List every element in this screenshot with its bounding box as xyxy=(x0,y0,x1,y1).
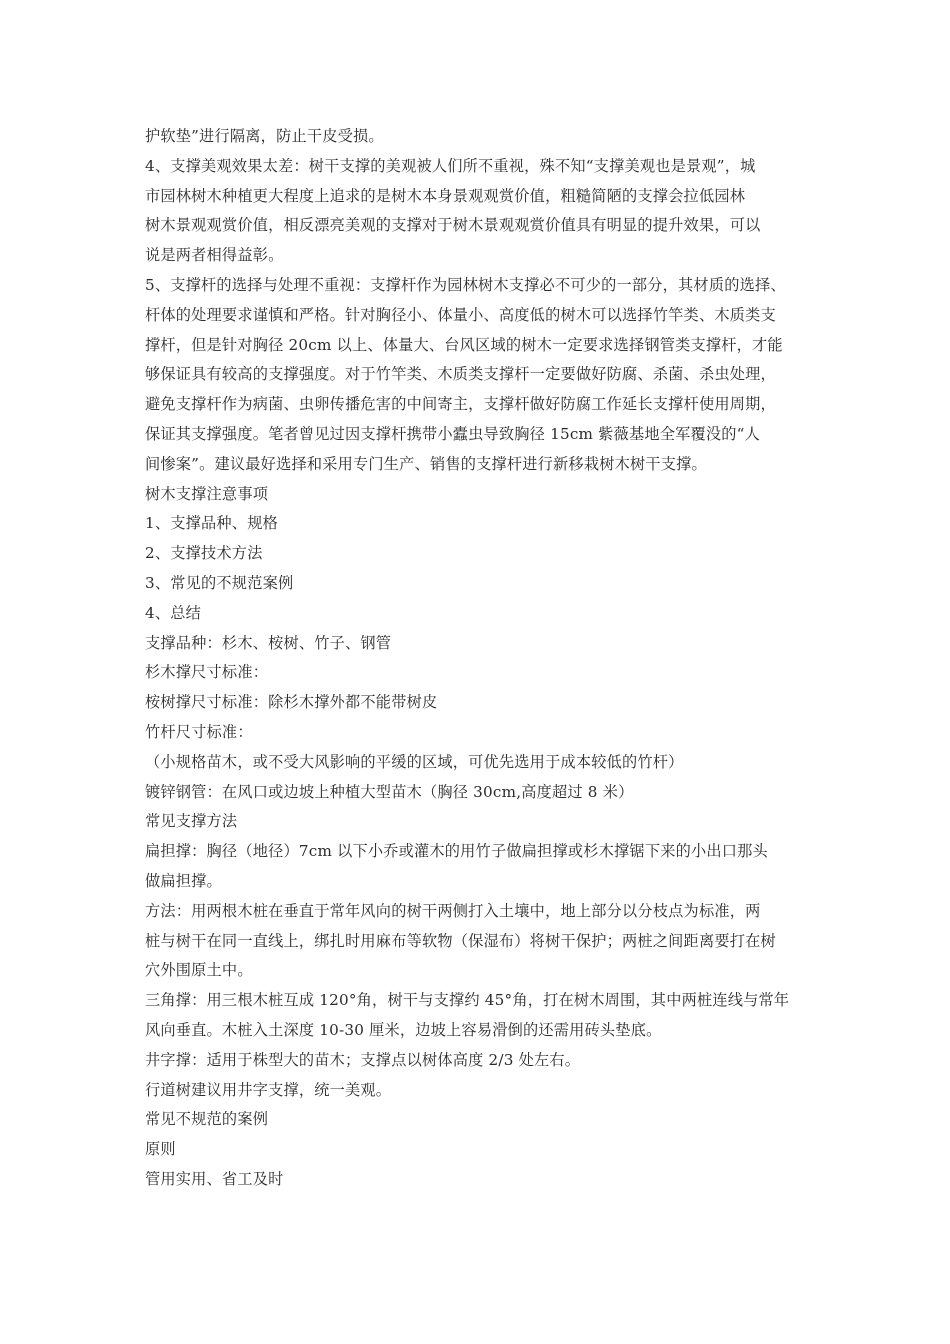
text-line: 三角撑：用三根木桩互成 120°角，树干与支撑约 45°角，打在树木周围，其中两桩连线与常年 xyxy=(145,991,790,1010)
text-line: （小规格苗木，或不受大风影响的平缓的区域，可优先选用于成本较低的竹杆） xyxy=(145,752,684,771)
text-line: 树木景观观赏价值，相反漂亮美观的支撑对于树木景观观赏价值具有明显的提升效果，可以 xyxy=(145,216,761,235)
text-line: 竹杆尺寸标准： xyxy=(145,722,253,741)
text-line: 桉树撑尺寸标准：除杉木撑外都不能带树皮 xyxy=(145,693,438,712)
text-line: 镀锌钢管：在风口或边坡上种植大型苗木（胸径 30cm,高度超过 8 米） xyxy=(145,782,634,801)
list-item: 2、支撑技术方法 xyxy=(145,544,263,563)
section-heading: 原则 xyxy=(145,1140,176,1159)
section-heading: 常见支撑方法 xyxy=(145,812,238,831)
text-line: 4、支撑美观效果太差：树干支撑的美观被人们所不重视，殊不知“支撑美观也是景观”，城 xyxy=(145,156,756,175)
text-line: 扁担撑：胸径（地径）7cm 以下小乔或灌木的用竹子做扁担撑或杉木撑锯下来的小出口那头 xyxy=(145,842,768,861)
text-line: 够保证具有较高的支撑强度。对于竹竿类、木质类支撑杆一定要做好防腐、杀菌、杀虫处理， xyxy=(145,365,776,384)
text-line: 杆体的处理要求谨慎和严格。针对胸径小、体量小、高度低的树木可以选择竹竿类、木质类支 xyxy=(145,305,776,324)
text-line: 方法：用两根木桩在垂直于常年风向的树干两侧打入土壤中，地上部分以分枝点为标准，两 xyxy=(145,901,761,920)
text-line: 保证其支撑强度。笔者曾见过因支撑杆携带小蠹虫导致胸径 15cm 紫薇基地全军覆没的“人 xyxy=(145,424,761,443)
text-line: 说是两者相得益彰。 xyxy=(145,246,284,265)
text-line: 管用实用、省工及时 xyxy=(145,1169,284,1188)
section-heading: 树木支撑注意事项 xyxy=(145,484,269,503)
document-body xyxy=(145,122,810,1195)
text-line: 行道树建议用井字支撑，统一美观。 xyxy=(145,1080,392,1099)
text-line: 风向垂直。木桩入土深度 10-30 厘米，边坡上容易滑倒的还需用砖头垫底。 xyxy=(145,1020,662,1039)
list-item: 1、支撑品种、规格 xyxy=(145,514,278,533)
text-line: 杉木撑尺寸标准： xyxy=(145,663,269,682)
text-line: 支撑品种：杉木、桉树、竹子、钢管 xyxy=(145,633,392,652)
text-line: 市园林树木种植更大程度上追求的是树木本身景观观赏价值，粗糙简陋的支撑会拉低园林 xyxy=(145,186,746,205)
text-line: 穴外围原土中。 xyxy=(145,961,253,980)
text-line: 护软垫”进行隔离，防止干皮受损。 xyxy=(145,127,384,145)
list-item: 4、总结 xyxy=(145,603,202,622)
text-line: 撑杆，但是针对胸径 20cm 以上、体量大、台风区域的树木一定要求选择钢管类支撑杆，才能 xyxy=(145,335,783,354)
list-item: 3、常见的不规范案例 xyxy=(145,573,294,592)
text-line: 间惨案”。建议最好选择和采用专门生产、销售的支撑杆进行新移栽树木树干支撑。 xyxy=(145,454,707,473)
text-line: 桩与树干在同一直线上，绑扎时用麻布等软物（保湿布）将树干保护；两桩之间距离要打在树 xyxy=(145,931,776,950)
text-line: 5、支撑杆的选择与处理不重视：支撑杆作为园林树木支撑必不可少的一部分，其材质的选择、 xyxy=(145,275,786,294)
text-line: 避免支撑杆作为病菌、虫卵传播危害的中间寄主，支撑杆做好防腐工作延长支撑杆使用周期， xyxy=(145,395,776,414)
section-heading: 常见不规范的案例 xyxy=(145,1110,269,1129)
text-line: 井字撑：适用于株型大的苗木；支撑点以树体高度 2/3 处左右。 xyxy=(145,1050,581,1069)
text-line: 做扁担撑。 xyxy=(145,871,222,890)
